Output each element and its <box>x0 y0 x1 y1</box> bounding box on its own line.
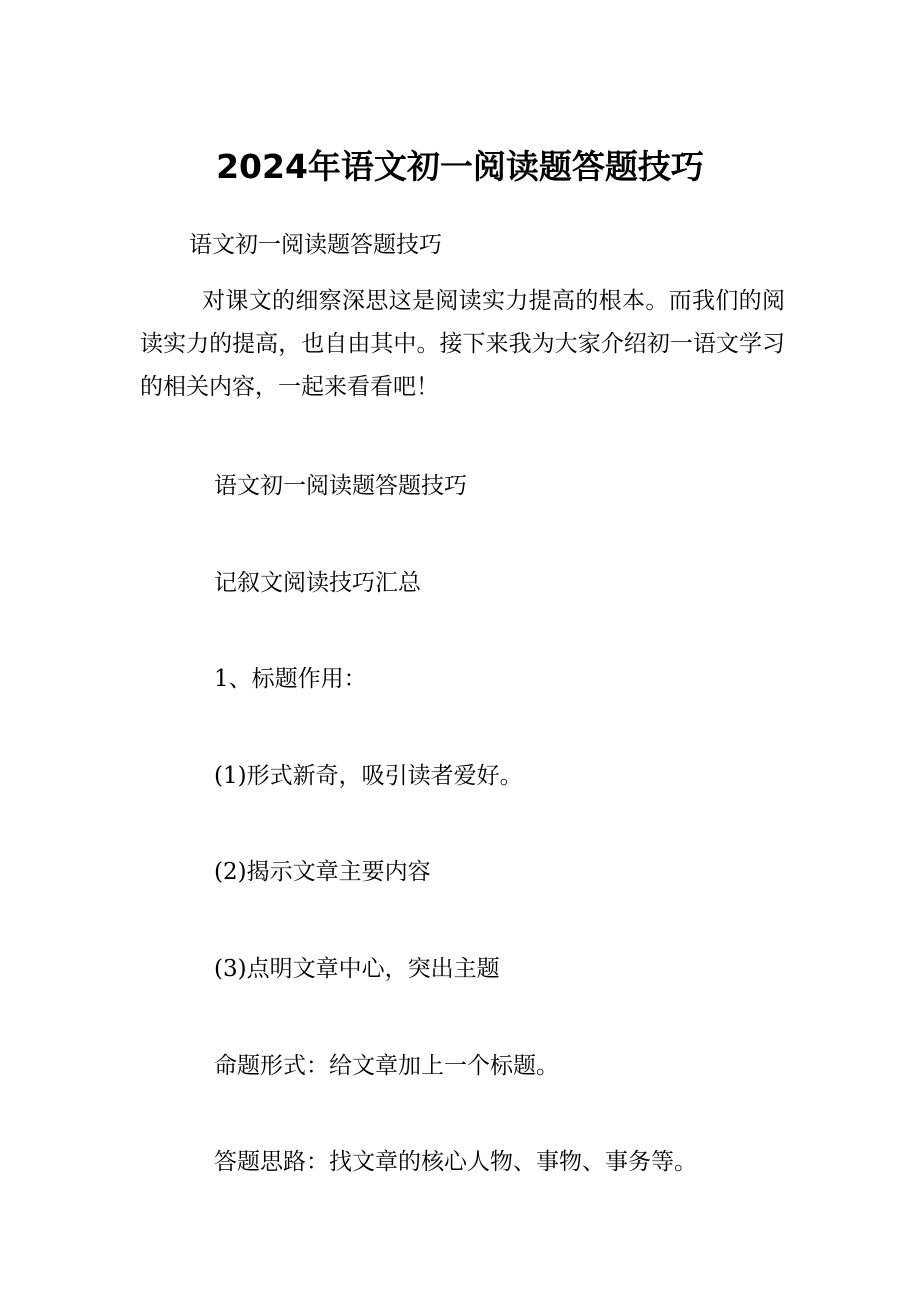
paragraph-question-form: 命题形式：给文章加上一个标题。 <box>214 1053 559 1079</box>
paragraph-point-3: (3)点明文章中心，突出主题 <box>214 956 500 982</box>
paragraph-point-1: (1)形式新奇，吸引读者爱好。 <box>214 763 523 789</box>
paragraph-section-heading: 语文初一阅读题答题技巧 <box>214 473 467 499</box>
paragraph-answer-approach: 答题思路：找文章的核心人物、事物、事务等。 <box>214 1149 697 1175</box>
paragraph-point-2: (2)揭示文章主要内容 <box>214 859 431 885</box>
intro-paragraph: 对课文的细察深思这是阅读实力提高的根本。而我们的阅读实力的提高，也自由其中。接下来我为大家介绍初一语文学习的相关内容，一起来看看吧！ <box>140 288 785 400</box>
document-title: 2024年语文初一阅读题答题技巧 <box>216 147 704 186</box>
paragraph-title-function: 1、标题作用： <box>214 666 367 692</box>
document-subtitle: 语文初一阅读题答题技巧 <box>189 232 442 258</box>
paragraph-summary-heading: 记叙文阅读技巧汇总 <box>214 570 421 596</box>
